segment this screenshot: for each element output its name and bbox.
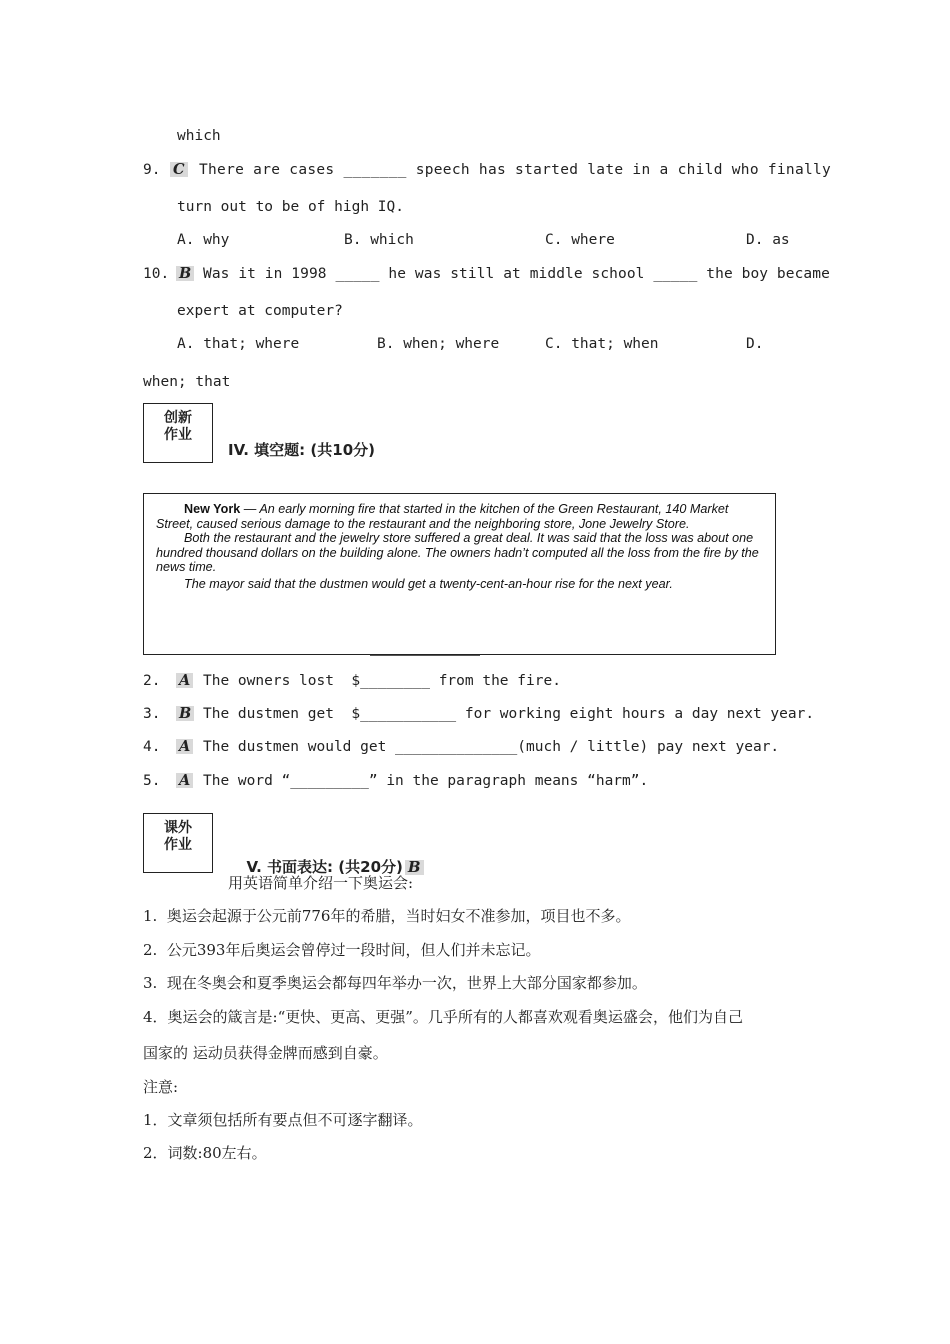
news-paragraph-2: Both the restaurant and the jewelry store suffered a great deal. It was said that the loss was about one hundred thousand dollars on the building alone. The owners hadn’t computed all the loss from the fire by the news time. xyxy=(156,531,759,574)
option-b: B. which xyxy=(344,232,414,248)
question-number: 4. xyxy=(143,739,161,755)
blank-line xyxy=(370,655,480,656)
answer-mark: B xyxy=(405,860,424,875)
answer-mark: A xyxy=(176,673,193,688)
option-c: C. where xyxy=(545,232,615,248)
option-b: B. when; where xyxy=(377,336,500,352)
answer-mark: A xyxy=(176,739,193,754)
answer-mark: C xyxy=(170,162,188,177)
question-text-line2: expert at computer? xyxy=(177,303,343,319)
answer-mark: B xyxy=(176,706,194,721)
answer-mark: A xyxy=(176,773,193,788)
homework-tag-extracurricular xyxy=(143,813,213,873)
writing-point-3: 3. 现在冬奥会和夏季奥运会都每四年举办一次，世界上大部分国家都参加。 xyxy=(143,974,647,992)
option-d: D. as xyxy=(746,232,790,248)
note-2: 2．词数:80左右。 xyxy=(143,1144,267,1162)
answer-mark: B xyxy=(176,266,194,281)
tag-line: 创新 xyxy=(164,410,192,426)
question-8-tail: which xyxy=(177,128,221,144)
writing-point-1: 1. 奥运会起源于公元前776年的希腊，当时妇女不准参加，项目也不多。 xyxy=(143,907,631,925)
question-number: 2. xyxy=(143,673,161,689)
news-passage-box xyxy=(143,493,776,655)
news-dateline: New York xyxy=(184,502,241,516)
question-text: The dustmen would get ______________(much / little) pay next year. xyxy=(203,739,780,755)
section-5-title: V. 书面表达: (共20分) B xyxy=(236,838,424,877)
question-number: 5. xyxy=(143,773,161,789)
option-d: D. xyxy=(746,336,764,352)
question-number: 10. xyxy=(143,266,170,282)
question-text-line1: There are cases _______ speech has started late in a child who finally xyxy=(199,162,832,178)
news-paragraph-3: The mayor said that the dustmen would get a twenty-cent-an-hour rise for the next year. xyxy=(184,576,673,591)
writing-point-4-cont: 国家的 运动员获得金牌而感到自豪。 xyxy=(143,1044,388,1062)
option-a: A. why xyxy=(177,232,230,248)
section-4-title: IV. 填空题: (共10分) xyxy=(228,441,375,459)
writing-point-2: 2. 公元393年后奥运会曾停过一段时间，但人们并未忘记。 xyxy=(143,941,541,959)
tag-line: 课外 xyxy=(164,820,192,836)
writing-intro: 用英语简单介绍一下奥运会: xyxy=(228,874,414,892)
question-text-line2: turn out to be of high IQ. xyxy=(177,199,404,215)
question-number: 9. xyxy=(143,162,161,178)
note-1: 1．文章须包括所有要点但不可逐字翻译。 xyxy=(143,1111,423,1129)
writing-point-4: 4．奥运会的箴言是:“更快、更高、更强”。几乎所有的人都喜欢观看奥运盛会，他们为自己 xyxy=(143,1008,743,1026)
question-text: The owners lost $________ from the fire. xyxy=(203,673,561,689)
tag-line: 作业 xyxy=(164,427,192,443)
news-paragraph-1: New York — An early morning fire that started in the kitchen of the Green Restaurant, 140 Market Street, caused serious damage to the restaurant and the neighboring store, Jone Jewelry Store. xyxy=(156,502,729,531)
option-d-text: when; that xyxy=(143,374,231,390)
question-text: The dustmen get $___________ for working eight hours a day next year. xyxy=(203,706,815,722)
tag-line: 作业 xyxy=(164,837,192,853)
question-text: The word “_________” in the paragraph means “harm”. xyxy=(203,773,649,789)
homework-tag-innovation xyxy=(143,403,213,463)
option-a: A. that; where xyxy=(177,336,300,352)
question-text-line1: Was it in 1998 _____ he was still at middle school _____ the boy became xyxy=(203,266,830,282)
note-title: 注意: xyxy=(143,1078,179,1096)
question-number: 3. xyxy=(143,706,161,722)
option-c: C. that; when xyxy=(545,336,659,352)
